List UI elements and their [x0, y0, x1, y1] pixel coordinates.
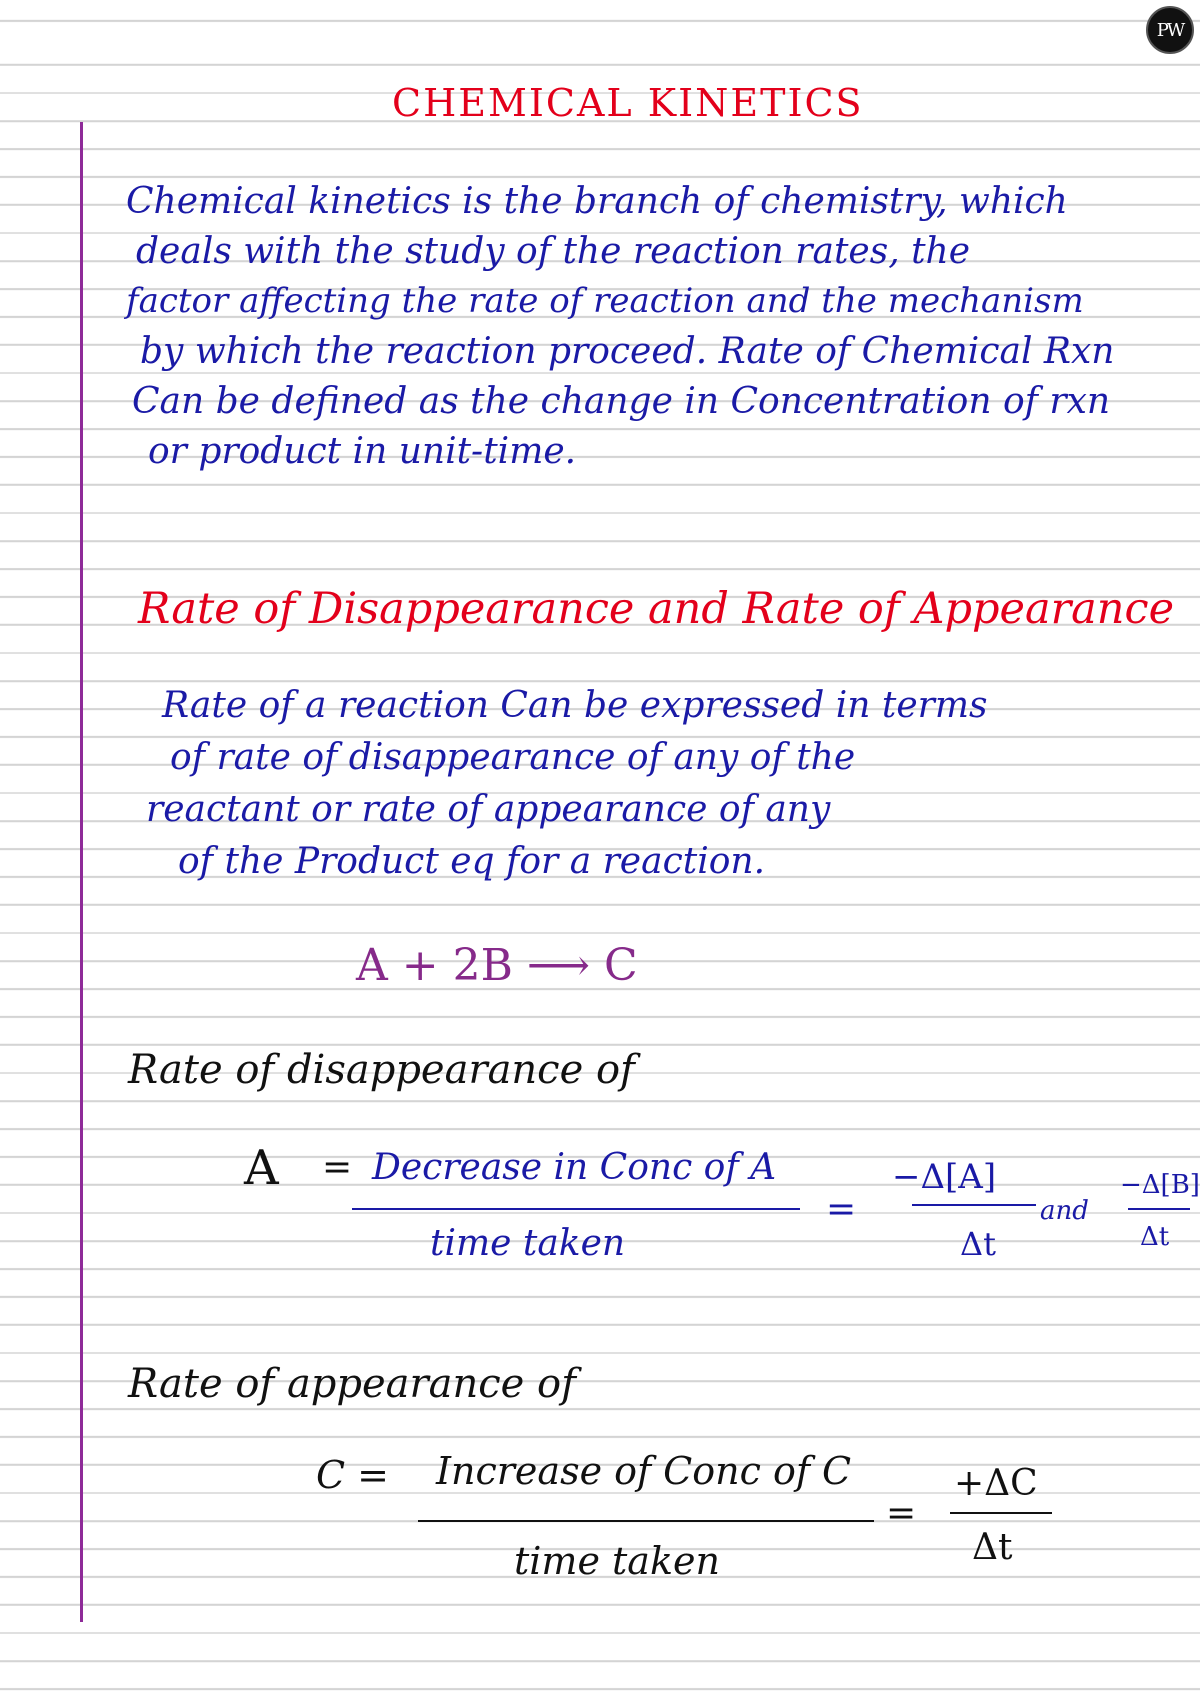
delta-b-numerator: −Δ[B] [1120, 1170, 1200, 1200]
appearance-denominator: time taken [514, 1539, 720, 1583]
reaction-equation: A + 2B ⟶ C [356, 940, 638, 991]
rate-line: reactant or rate of appearance of any [146, 789, 831, 830]
disappearance-fraction-bar [352, 1208, 800, 1210]
appearance-fraction-bar [418, 1520, 874, 1522]
delta-b-fraction-bar [1128, 1208, 1190, 1210]
delta-a-numerator: −Δ[A] [892, 1157, 997, 1197]
intro-line: deals with the study of the reaction rates, the [136, 231, 971, 272]
delta-a-fraction-bar [912, 1204, 1036, 1206]
and-text: and [1040, 1196, 1089, 1226]
disappearance-denominator: time taken [430, 1223, 626, 1264]
appearance-equals: = [886, 1493, 917, 1534]
delta-b-denominator: Δt [1140, 1222, 1170, 1252]
disappearance-equals-2: = [826, 1189, 857, 1230]
delta-a-denominator: Δt [960, 1225, 996, 1263]
pw-logo: PW [1146, 6, 1194, 54]
appearance-label: Rate of appearance of [128, 1361, 576, 1407]
delta-c-numerator: +ΔC [954, 1463, 1038, 1504]
section-heading: Rate of Disappearance and Rate of Appearance [138, 584, 1175, 634]
rate-line: of the Product eq for a reaction. [178, 841, 766, 882]
intro-line: factor affecting the rate of reaction and the mechanism [126, 281, 1084, 321]
disappearance-equals: = [322, 1147, 353, 1188]
delta-c-fraction-bar [950, 1512, 1052, 1514]
appearance-numerator: Increase of Conc of C [436, 1449, 852, 1493]
intro-line: by which the reaction proceed. Rate of Chemical Rxn [140, 331, 1115, 372]
disappearance-numerator: Decrease in Conc of A [372, 1147, 777, 1188]
rate-line: of rate of disappearance of any of the [170, 737, 856, 778]
delta-c-denominator: Δt [972, 1527, 1013, 1568]
disappearance-lhs: A [244, 1140, 279, 1196]
rate-line: Rate of a reaction Can be expressed in terms [162, 685, 988, 726]
appearance-lhs: C = [316, 1453, 389, 1497]
notebook-margin-line [80, 122, 83, 1622]
intro-line: or product in unit-time. [148, 431, 577, 472]
intro-line: Can be defined as the change in Concentration of rxn [132, 381, 1111, 422]
disappearance-label: Rate of disappearance of [128, 1047, 635, 1093]
intro-line: Chemical kinetics is the branch of chemistry, which [126, 181, 1068, 222]
page-title: CHEMICAL KINETICS [392, 81, 864, 125]
